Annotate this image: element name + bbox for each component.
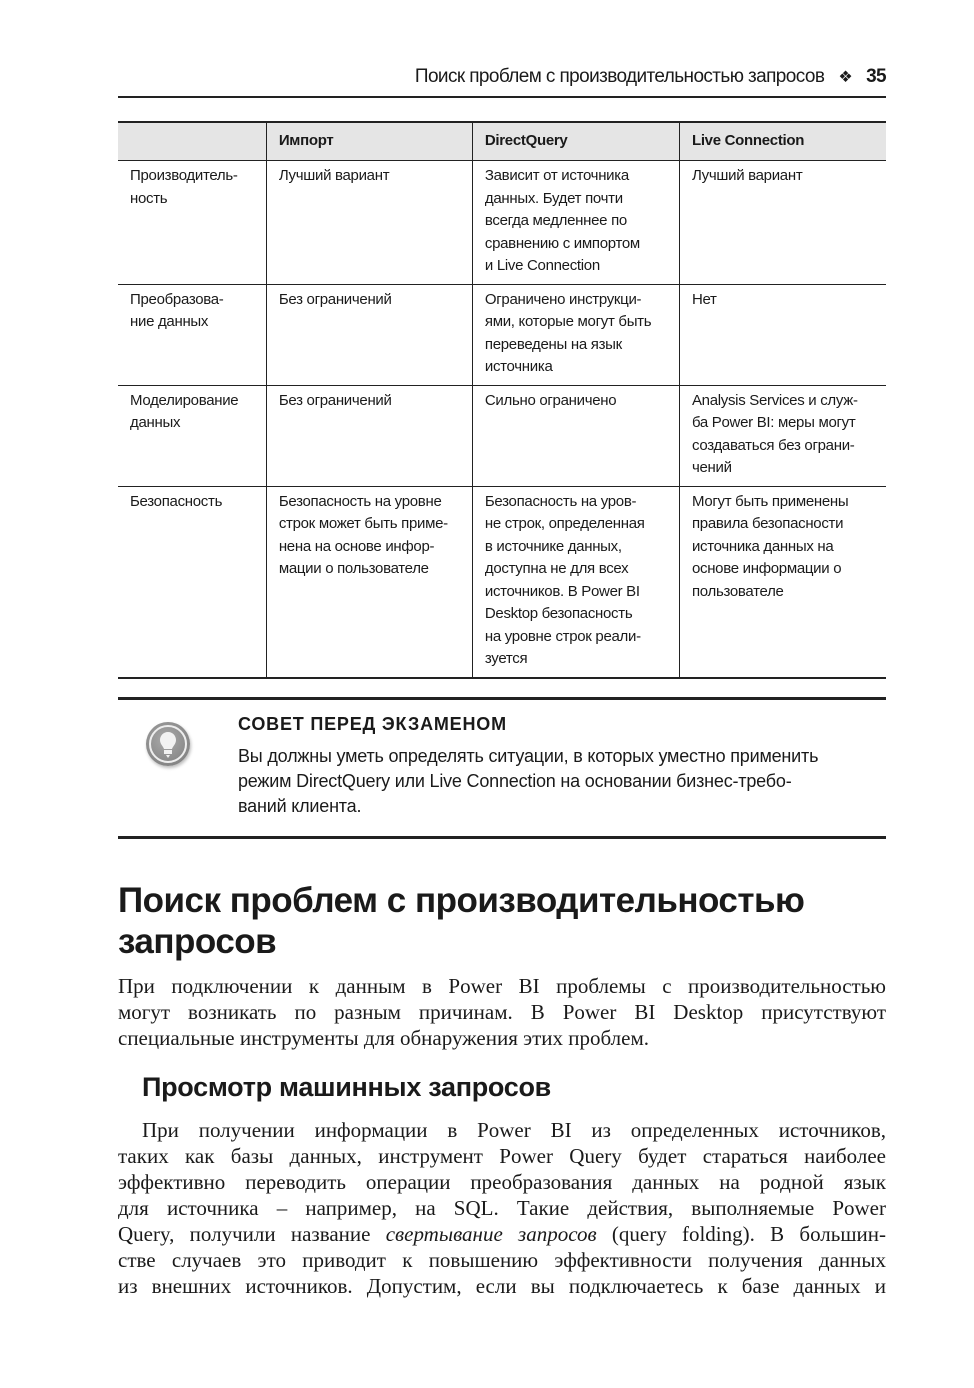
table-cell: Моделирование данных [118, 385, 266, 486]
tip-title: СОВЕТ ПЕРЕД ЭКЗАМЕНОМ [238, 714, 507, 734]
table-cell: Сильно ограничено [472, 385, 679, 486]
tip-line: ваний клиента. [238, 796, 362, 816]
exam-tip-box [118, 697, 886, 839]
table-cell: Лучший вариант [266, 161, 472, 285]
subsection-heading: Просмотр машинных запросов [142, 1072, 551, 1102]
table-cell: Нет [679, 284, 886, 385]
lightbulb-icon [146, 722, 190, 766]
table-cell: Зависит от источника данных. Будет почти всегда медленнее по сравнению с импортом и Live Connection [472, 161, 679, 285]
table-row [118, 385, 886, 486]
table-cell: Без ограничений [266, 385, 472, 486]
section-heading: Поиск проблем с производительностью запросов [118, 881, 805, 961]
table-cell: Ограничено инструкци- ями, которые могут быть переведены на язык источника [472, 284, 679, 385]
paragraph-line: эффективно переводить операции преобразования данных на родной язык [118, 1170, 886, 1194]
table-cell: Без ограничений [266, 284, 472, 385]
table-cell: Безопасность на уров- не строк, определенная в источнике данных, доступна не для всех источников. В Power BI Desktop безопасность на уровне строк реали- зуется [472, 486, 679, 678]
paragraph-line: из внешних источников. Допустим, если вы подключаетесь к базе данных и [118, 1274, 886, 1298]
table-cell: Производитель- ность [118, 161, 266, 285]
paragraph-line: стве случаев это приводит к повышению эффективности получения данных [118, 1248, 886, 1272]
running-header-title: Поиск проблем с производительностью запросов [414, 66, 825, 87]
text-run: (query folding). В большин- [596, 1222, 887, 1246]
page-number: 35 [866, 66, 886, 87]
paragraph-line: При подключении к данным в Power BI проблемы с производительностью [118, 974, 886, 998]
tip-body [238, 744, 878, 819]
table-header-row [118, 122, 886, 161]
table-cell: Могут быть применены правила безопасности источника данных на основе информации о пользователе [679, 486, 886, 678]
table-row [118, 284, 886, 385]
table-cell: Безопасность на уровне строк может быть приме- нена на основе инфор- мации о пользователе [266, 486, 472, 678]
table-header-cell: Live Connection [679, 122, 886, 161]
table-row [118, 161, 886, 285]
intro-paragraph [118, 973, 886, 1051]
paragraph-line: При получении информации в Power BI из определенных источников, [142, 1118, 886, 1142]
table-header-cell: Импорт [266, 122, 472, 161]
table-cell: Analysis Services и служ- ба Power BI: меры могут создаваться без ограни- чений [679, 385, 886, 486]
comparison-table [118, 121, 886, 679]
tip-line: режим DirectQuery или Live Connection на основании бизнес-требо- [238, 771, 792, 791]
paragraph-line: могут возникать по разным причинам. В Power BI Desktop присутствуют [118, 1000, 886, 1024]
paragraph-line: для источника – например, на SQL. Такие действия, выполняемые Power [118, 1196, 886, 1220]
paragraph-line: специальные инструменты для обнаружения этих проблем. [118, 1026, 650, 1050]
paragraph-line: таких как базы данных, инструмент Power Query будет стараться наиболее [118, 1144, 886, 1168]
table-header-cell: DirectQuery [472, 122, 679, 161]
diamond-ornament-icon: ❖ [838, 69, 853, 86]
table-row [118, 486, 886, 678]
italic-term: свертывание запросов [385, 1222, 597, 1246]
tip-line: Вы должны уметь определять ситуации, в которых уместно применить [238, 746, 819, 766]
table-cell: Безопасность [118, 486, 266, 678]
table-cell: Преобразова- ние данных [118, 284, 266, 385]
table-header-cell [118, 122, 266, 161]
running-header [118, 66, 886, 98]
table-cell: Лучший вариант [679, 161, 886, 285]
paragraph-line [118, 1221, 886, 1247]
body-paragraph [118, 1117, 886, 1299]
text-run: Query, получили название [118, 1222, 386, 1246]
